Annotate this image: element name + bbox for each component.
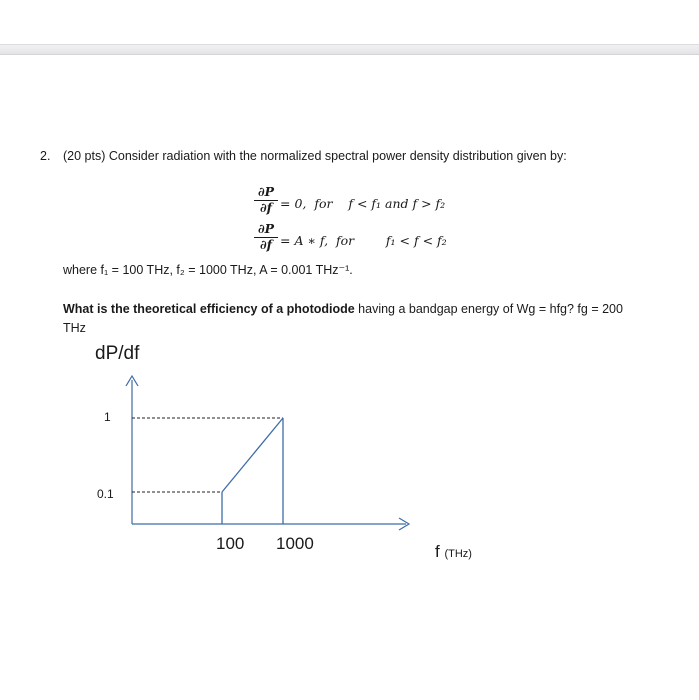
y-axis-label: dP/df bbox=[95, 343, 140, 364]
x-axis-symbol: f bbox=[435, 542, 440, 561]
equation-1-rhs: = 0, for f < f₁ and f > f₂ bbox=[280, 196, 446, 211]
question-prompt-bold: What is the theoretical efficiency of a photodiode bbox=[63, 302, 355, 316]
x-axis-unit: (THz) bbox=[444, 548, 472, 560]
y-tick-1: 1 bbox=[104, 410, 111, 424]
equation-2-numerator: ∂P bbox=[254, 223, 278, 238]
equation-1-denominator: ∂f bbox=[259, 199, 273, 215]
equation-1-numerator: ∂P bbox=[254, 186, 278, 201]
question-prompt-rest: having a bandgap energy of Wg = hfg? fg = 200 THz bbox=[63, 302, 623, 335]
question-text: (20 pts) Consider radiation with the normalized spectral power density distribution given by: bbox=[63, 149, 567, 163]
x-axis-label bbox=[435, 542, 472, 562]
question-number: 2. bbox=[40, 149, 51, 163]
equation-2-denominator: ∂f bbox=[259, 236, 273, 252]
equation-2-rhs: = A ∗ f, for f₁ < f < f₂ bbox=[280, 233, 447, 248]
series-segment-ramp bbox=[222, 418, 283, 492]
parameters-text: where f₁ = 100 THz, f₂ = 1000 THz, A = 0.001 THz⁻¹. bbox=[63, 263, 353, 277]
y-tick-0.1: 0.1 bbox=[97, 487, 114, 501]
x-tick-1000: 1000 bbox=[276, 534, 314, 553]
x-tick-100: 100 bbox=[216, 534, 245, 553]
